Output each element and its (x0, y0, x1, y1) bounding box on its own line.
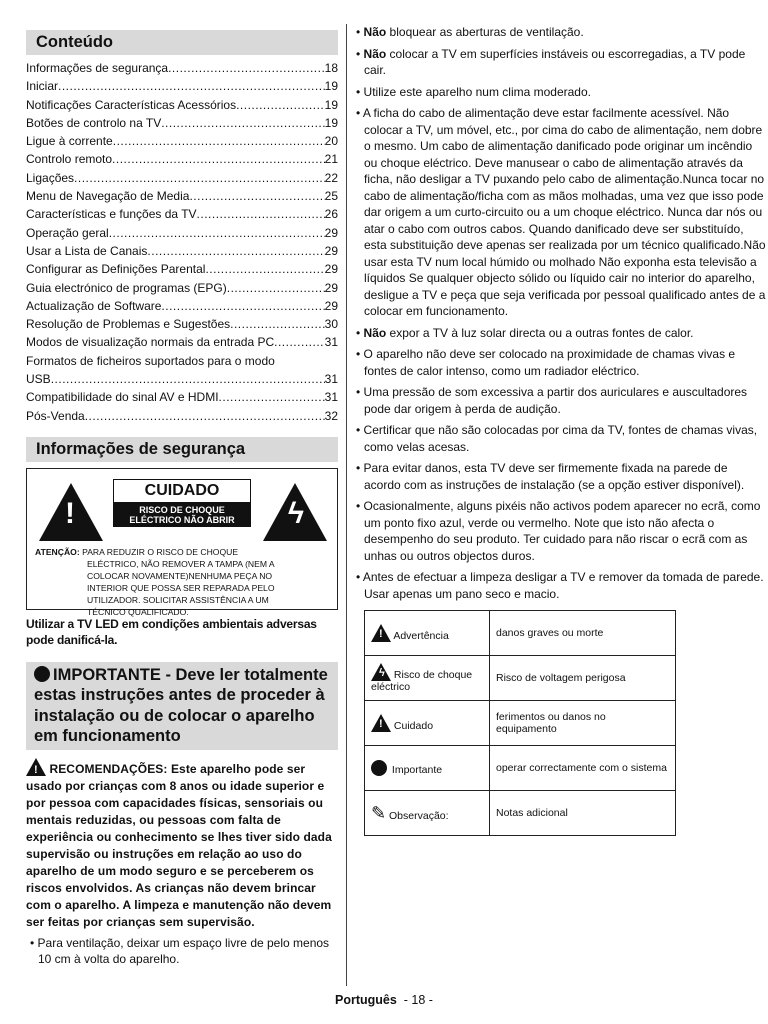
toc-entry-title: Operação geral (26, 225, 109, 240)
legend-description: Notas adicional (490, 791, 676, 836)
legend-label-text: Advertência (393, 630, 449, 642)
legend-label-text: Cuidado (393, 720, 434, 732)
toc-entry-title: Ligue à corrente (26, 134, 113, 149)
page-number: - 18 - (403, 993, 433, 1007)
ventilation-bullet: • Para ventilação, deixar um espaço livre de pelo menos 10 cm à volta do aparelho. (30, 935, 330, 966)
legend-label (365, 791, 490, 836)
attention-line1: PARA REDUZIR O RISCO DE CHOQUE (82, 546, 239, 557)
legend-row (365, 746, 676, 791)
safety-bullet: • Uma pressão de som excessiva a partir dos auriculares e auscultadores pode dar origem à perda de audição. (356, 385, 748, 416)
footer-language: Português (335, 993, 397, 1007)
toc-entry (26, 205, 338, 223)
bullet-text: colocar a TV em superfícies instáveis ou escorregadias, a TV pode cair. (364, 46, 746, 77)
toc-entry-title: Informações de segurança (26, 61, 169, 75)
legend-label-text: Importante (391, 764, 443, 776)
column-divider (346, 24, 347, 986)
toc-entry-page: 19 (324, 79, 338, 94)
contents-heading: Conteúdo (26, 30, 338, 55)
legend-label-text: Risco de choque eléctrico (371, 669, 473, 693)
toc-entry-page: 31 (324, 335, 338, 350)
toc-entry-title: Configurar as Definições Parental (26, 262, 206, 277)
toc-entry-title: Botões de controlo na TV (26, 115, 162, 130)
safety-bullet: • O aparelho não deve ser colocado na proximidade de chamas vivas e fontes de calor intenso, como um radiador eléctrico. (356, 347, 736, 378)
toc-entry-page: 21 (324, 152, 338, 167)
safety-bullet: • Para evitar danos, esta TV deve ser firmemente fixada na parede de acordo com as instruções de instalação (se a opção estiver disponível). (356, 461, 745, 492)
attention-label: ATENÇÃO: (35, 546, 80, 557)
toc-entry (26, 352, 338, 389)
bullet-emphasis: Não (363, 25, 387, 39)
toc-entry-page: 29 (324, 225, 338, 240)
toc-entry-page: 29 (324, 280, 338, 295)
ventilation-text: Para ventilação, deixar um espaço livre de pelo menos 10 cm à volta do aparelho. (37, 935, 330, 966)
legend-row (365, 791, 676, 836)
toc-entry (26, 169, 338, 187)
toc-entry-page: 31 (324, 372, 338, 387)
toc-entry (26, 242, 338, 260)
safety-bullet-list (352, 24, 766, 602)
toc-entry-page: 30 (324, 317, 338, 332)
warning-icon: ! (39, 483, 103, 541)
usage-note: Utilizar a TV LED em condições ambientais adversas pode danificá-la. (26, 616, 317, 647)
safety-bullet: • Certificar que não são colocadas por cima da TV, fontes de chamas vivas, como velas acesas. (356, 423, 758, 454)
bullet-text: Certificar que não são colocadas por cima da TV, fontes de chamas vivas, como velas acesas. (363, 423, 758, 454)
toc-entry (26, 150, 338, 168)
toc-entry (26, 187, 338, 205)
toc-entry-title: Controlo remoto (26, 152, 113, 167)
toc-entry-page: 31 (324, 390, 338, 405)
caution-sub-line1: RISCO DE CHOQUE (139, 504, 225, 515)
safety-bullet: • Ocasionalmente, alguns pixéis não activos podem aparecer no ecrã, como um ponto fixo azul, verde ou vermelho. Note que isto não afecta o desempenho do seu produto. Ter cuidado para não riscar o ecrã com as unhas ou outros objectos duros. (356, 499, 761, 563)
legend-row (365, 701, 676, 746)
symbol-legend-table (364, 610, 676, 836)
recommendations-label: RECOMENDAÇÕES: (49, 761, 168, 776)
toc-entry-page: 20 (324, 134, 338, 149)
caution-label-box (26, 468, 338, 617)
toc-entry (26, 224, 338, 242)
toc-entry-title: Menu de Navegação de Media (26, 189, 190, 204)
legend-label (365, 656, 490, 701)
safety-bullet: • Antes de efectuar a limpeza desligar a TV e remover da tomada de parede. Usar apenas um pano seco e macio. (356, 570, 764, 601)
safety-bullet: • Não expor a TV à luz solar directa ou a outras fontes de calor. (356, 325, 694, 340)
toc-entry-page: 25 (324, 189, 338, 204)
caution-block (113, 479, 251, 527)
toc-entry-title: Iniciar (26, 79, 59, 94)
lightning-icon: ϟ (263, 483, 327, 541)
important-icon (371, 760, 387, 776)
toc-entry-page: 29 (324, 243, 338, 258)
toc-entry (26, 132, 338, 150)
toc-entry-page: 22 (324, 170, 338, 185)
legend-label (365, 611, 490, 656)
attention-line: TÉCNICO QUALIFICADO. (87, 606, 189, 617)
toc-entry (26, 77, 338, 95)
safety-bullet: • Não bloquear as aberturas de ventilação. (356, 25, 584, 39)
toc-entry-page: 29 (324, 262, 338, 277)
toc-entry-title: Resolução de Problemas e Sugestões (26, 317, 231, 332)
recommendations-text: Este aparelho pode ser usado por crianças com 8 anos ou idade superior e por pessoa com capacidades físicas, sensoriais ou mentais reduzidas, ou pessoas com falta de experiência ou conhecimento se lhes tiver sido dada supervisão ou instruções em relação ao uso do aparelho de um modo seguro e se perceberem os riscos envolvidos. As crianças não devem brincar com o aparelho. A limpeza e manutenção não devem ser feitas por crianças sem supervisão. (26, 761, 332, 929)
legend-row (365, 656, 676, 701)
bullet-text: O aparelho não deve ser colocado na proximidade de chamas vivas e fontes de calor intenso, como um radiador eléctrico. (363, 347, 736, 378)
toc-entry-title: Usar a Lista de Canais (26, 243, 148, 258)
toc-entry (26, 96, 338, 114)
legend-row (365, 611, 676, 656)
bullet-text: bloquear as aberturas de ventilação. (386, 25, 584, 39)
page-footer (0, 993, 768, 1007)
toc-entry-page: 18 (324, 61, 338, 75)
toc-entry-title-2: USB (26, 372, 51, 387)
safety-heading: Informações de segurança (26, 437, 338, 462)
bullet-emphasis: Não (363, 46, 387, 61)
attention-line: ELÉCTRICO, NÃO REMOVER A TAMPA (NEM A (87, 558, 275, 569)
attention-line: INTERIOR QUE POSSA SER REPARADA PELO (87, 582, 275, 593)
caution-subtitle (113, 503, 251, 527)
toc-entry (26, 114, 338, 132)
toc-entry-page: 26 (324, 207, 338, 222)
caution-icon: ! (371, 714, 391, 732)
toc-entry-title: Notificações Características Acessórios (26, 97, 237, 112)
bullet-text: expor a TV à luz solar directa ou a outras fontes de calor. (386, 325, 694, 340)
note-icon: ✎ (371, 802, 387, 823)
attention-line: COLOCAR NOVAMENTE)NENHUMA PEÇA NO (87, 570, 273, 581)
legend-description: operar correctamente com o sistema (490, 746, 676, 791)
legend-description: danos graves ou morte (490, 611, 676, 656)
legend-label (365, 701, 490, 746)
bullet-text: Ocasionalmente, alguns pixéis não activos podem aparecer no ecrã, como um ponto fixo azul, verde ou vermelho. Note que isto não afecta o desempenho do seu produto. Ter cuidado para não riscar o ecrã com as unhas ou outros objectos duros. (363, 499, 761, 563)
safety-bullet: • Não colocar a TV em superfícies instáveis ou escorregadias, a TV pode cair. (356, 46, 746, 77)
bullet-text: Antes de efectuar a limpeza desligar a TV e remover da tomada de parede. Usar apenas um pano seco e macio. (362, 570, 764, 601)
attention-text (35, 546, 331, 618)
legend-label (365, 746, 490, 791)
toc-entry-page: 19 (324, 115, 338, 130)
toc-entry (26, 279, 338, 297)
toc-entry (26, 407, 338, 425)
important-heading-text: IMPORTANTE - Deve ler totalmente estas instruções antes de proceder à instalação ou de colocar o aparelho em funcionamento (34, 665, 328, 746)
legend-description: Risco de voltagem perigosa (490, 656, 676, 701)
caution-title: CUIDADO (113, 479, 251, 503)
toc-entry-title: Formatos de ficheiros suportados para o modo (26, 353, 275, 368)
toc-entry-page: 32 (324, 408, 338, 423)
bullet-emphasis: Não (363, 325, 387, 340)
toc-entry (26, 388, 338, 406)
recommendations (26, 758, 338, 931)
table-of-contents (26, 59, 338, 425)
safety-bullet: • Utilize este aparelho num clima moderado. (356, 84, 591, 99)
toc-entry (26, 333, 338, 351)
attention-line: UTILIZADOR. SOLICITAR ASSISTÊNCIA A UM (87, 594, 269, 605)
bullet-text: Uma pressão de som excessiva a partir dos auriculares e auscultadores pode dar origem à perda de audição. (363, 385, 748, 416)
right-column (352, 24, 766, 836)
toc-entry-title: Actualização de Software (26, 298, 162, 313)
important-heading (26, 662, 338, 750)
safety-bullet: • A ficha do cabo de alimentação deve estar facilmente acessível. Não colocar a TV, um móvel, etc., por cima do cabo de alimentação, nem dobre o mesmo. Um cabo de alimentação danificado pode originar um incêndio ou choque eléctrico. Deve manusear o cabo de alimentação através da ficha, não desligar a TV puxando pelo cabo de alimentação.Nunca tocar no cabo de alimentação/ficha com as mãos molhadas, uma vez que isso pode dar origem a um curto-circuito ou a um choque eléctrico. Nunca dar nós ou atar o cabo com outros cabos. Quando danificado deve ser substituído, esta substituição deve apenas ser realizada por um técnico qualificado.Não usar esta TV num local húmido ou molhado Não exponha esta televisão a líquidos Se qualquer objecto sólido ou líquido cair no interior do aparelho, desligue a TV e peça que seja verificada por pessoal qualificado antes de a colocar em funcionamento. (356, 106, 766, 318)
toc-entry (26, 315, 338, 333)
bullet-text: Utilize este aparelho num clima moderado. (363, 84, 591, 99)
shock-icon: ϟ (371, 663, 391, 681)
toc-entry-title: Compatibilidade do sinal AV e HDMI (26, 390, 219, 405)
legend-description: ferimentos ou danos no equipamento (490, 701, 676, 746)
left-column (26, 30, 338, 967)
bullet-text: A ficha do cabo de alimentação deve estar facilmente acessível. Não colocar a TV, um móvel, etc., por cima do cabo de alimentação, nem dobre o mesmo. Um cabo de alimentação danificado pode originar um incêndio ou choque eléctrico. Deve manusear o cabo de alimentação através da ficha, não desligar a TV puxando pelo cabo de alimentação.Nunca tocar no cabo de alimentação/ficha com as mãos molhadas, uma vez que isso pode dar origem a um curto-circuito ou a um choque eléctrico. Nunca dar nós ou atar o cabo com outros cabos. Quando danificado deve ser substituído, esta substituição deve apenas ser realizada por um técnico qualificado.Não usar esta TV num local húmido ou molhado Não exponha esta televisão a líquidos Se qualquer objecto sólido ou líquido cair no interior do aparelho, desligue a TV e peça que seja verificada por pessoal qualificado antes de a colocar em funcionamento. (362, 106, 766, 318)
warning-icon: ! (26, 758, 46, 776)
toc-entry-page: 29 (324, 298, 338, 313)
hand-icon (34, 666, 50, 682)
toc-entry-title: Pós-Venda (26, 408, 85, 423)
toc-entry (26, 260, 338, 278)
legend-label-text: Observação: (389, 809, 449, 822)
toc-entry (26, 297, 338, 315)
warning-icon: ! (371, 624, 391, 642)
toc-entry-title: Ligações (26, 170, 75, 185)
toc-entry-title: Características e funções da TV (26, 207, 197, 222)
bullet-text: Para evitar danos, esta TV deve ser firmemente fixada na parede de acordo com as instruções de instalação (se a opção estiver disponível). (363, 461, 745, 492)
toc-entry-title: Modos de visualização normais da entrada PC (26, 335, 275, 350)
caution-sub-line2: ELÉCTRICO NÃO ABRIR (129, 514, 235, 525)
toc-entry (26, 59, 338, 77)
toc-entry-title: Guia electrónico de programas (EPG) (26, 280, 227, 295)
toc-entry-page: 19 (324, 97, 338, 112)
